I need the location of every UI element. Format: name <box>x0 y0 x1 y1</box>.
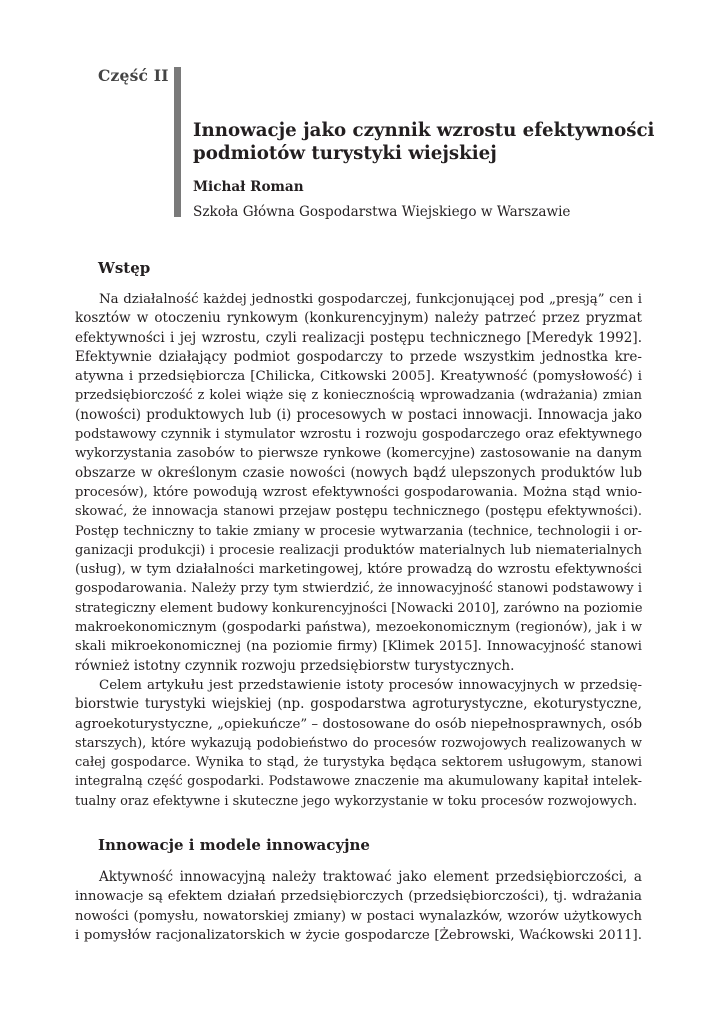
author-name: Michał Roman <box>193 179 304 195</box>
text-line: strategiczny element budowy konkurencyjności [Nowacki 2010], zarówno na poziomie <box>75 600 643 616</box>
text-line: makroekonomicznym (gospodarki państwa), mezoekonomicznym (regionów), jak i w <box>75 620 642 636</box>
text-line: również istotny czynnik rozwoju przedsiębiorstw turystycznych. <box>75 657 515 674</box>
innovations-body <box>75 868 642 945</box>
vertical-divider <box>174 67 181 217</box>
section-heading-innovations: Innowacje i modele innowacyjne <box>98 836 370 854</box>
text-line: podstawowy czynnik i stymulator wzrostu i rozwoju gospodarczego oraz efektywnego <box>75 427 642 443</box>
text-line: i pomysłów racjonalizatorskich w życie gospodarcze [Żebrowski, Waćkowski 2011]. <box>75 927 642 943</box>
text-line: Celem artykułu jest przedstawienie istoty procesów innowacyjnych w przedsię- <box>99 677 642 693</box>
title-line-1: Innowacje jako czynnik wzrostu efektywności <box>193 120 655 141</box>
text-line: kosztów w otoczeniu rynkowym (konkurencyjnym) należy patrzeć przez pryzmat <box>75 310 642 327</box>
text-line: skali mikroekonomicznej (na poziomie firmy) [Klimek 2015]. Innowacyjność stanowi <box>75 639 642 655</box>
text-line: tualny oraz efektywne i skuteczne jego wykorzystanie w toku procesów rozwojowych. <box>75 793 638 809</box>
text-line: skować, że innowacja stanowi przejaw postępu technicznego (postępu efektywności). <box>75 504 642 520</box>
text-line: starszych), które wykazują podobieństwo do procesów rozwojowych realizowanych w <box>75 735 642 751</box>
text-line: procesów), które powodują wzrost efektywności gospodarowania. Można stąd wnio- <box>75 484 642 500</box>
text-line: całej gospodarce. Wynika to stąd, że turystyka będąca sektorem usługowym, stanowi <box>75 755 642 771</box>
text-line: agroekoturystyczne, „opiekuńcze” – dostosowane do osób niepełnosprawnych, osób <box>75 716 643 732</box>
text-line: Postęp techniczny to takie zmiany w procesie wytwarzania (technice, technologii i or- <box>75 523 642 539</box>
intro-body <box>75 290 642 811</box>
text-line: atywna i przedsiębiorcza [Chilicka, Citkowski 2005]. Kreatywność (pomysłowość) i <box>75 369 642 385</box>
text-line: integralną część gospodarki. Podstawowe znaczenie ma akumulowany kapitał intelek- <box>75 774 642 790</box>
intro-paragraph-1 <box>75 290 642 676</box>
text-line: przedsiębiorczość z kolei wiąże się z koniecznością wprowadzania (wdrażania) zmian <box>75 388 642 404</box>
text-line: biorstwie turystyki wiejskiej (np. gospodarstwa agroturystyczne, ekoturystyczne, <box>75 696 642 713</box>
text-line: (nowości) produktowych lub (i) procesowych w postaci innowacji. Innowacja jako <box>75 406 642 423</box>
text-line: obszarze w określonym czasie nowości (nowych bądź ulepszonych produktów lub <box>75 464 642 481</box>
title-line-2: podmiotów turystyki wiejskiej <box>193 143 497 164</box>
text-line: ganizacji produkcji) i procesie realizacji produktów materialnych lub niematerialnych <box>75 542 642 558</box>
part-label: Część II <box>98 66 169 85</box>
text-line: wykorzystania zasobów to pierwsze rynkowe (komercyjne) zastosowanie na danym <box>75 446 642 462</box>
text-line: Efektywnie działający podmiot gospodarczy to przede wszystkim jednostka kre- <box>75 348 642 365</box>
section-heading-intro: Wstęp <box>98 259 151 277</box>
text-line: innowacje są efektem działań przedsiębiorczych (przedsiębiorczości), tj. wdrażania <box>75 889 642 905</box>
innovations-paragraph-1 <box>75 868 642 945</box>
text-line: Na działalność każdej jednostki gospodarczej, funkcjonującej pod „presją” cen i <box>99 292 642 307</box>
text-line: nowości (pomysłu, nowatorskiej zmiany) w postaci wynalazków, wzorów użytkowych <box>75 908 642 924</box>
author-affiliation: Szkoła Główna Gospodarstwa Wiejskiego w Warszawie <box>193 204 571 220</box>
intro-paragraph-2 <box>75 676 642 811</box>
text-line: (usług), w tym działalności marketingowej, które prowadzą do wzrostu efektywności <box>75 562 642 578</box>
text-line: Aktywność innowacyjną należy traktować jako element przedsiębiorczości, a <box>99 869 642 885</box>
text-line: efektywności i jej wzrostu, czyli realizacji postępu technicznego [Meredyk 1992]. <box>75 329 642 346</box>
article-title <box>193 119 663 165</box>
text-line: gospodarowania. Należy przy tym stwierdzić, że innowacyjność stanowi podstawowy i <box>75 581 642 597</box>
